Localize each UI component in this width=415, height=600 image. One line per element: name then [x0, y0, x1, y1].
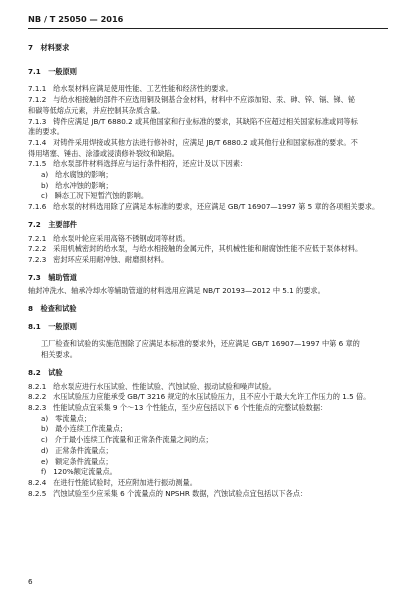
clause-7-1-6: 7.1.6 给水泵的材料选用除了应满足本标准的要求，还应满足 GB/T 16907—1997 第 5 章的各项相关要求。	[28, 202, 380, 212]
section-7-2-heading: 7.2 主要部件	[28, 219, 77, 229]
standard-code-header: NB / T 25050 — 2016	[28, 14, 388, 29]
list-item: a) 零流量点；	[41, 413, 92, 423]
list-item: c) 瞬态工况下短暂汽蚀的影响。	[41, 191, 149, 201]
clause-7-1-3: 7.1.3 铸件应满足 JB/T 6880.2 或其他国家和行业标准的要求，其缺陷不应超过相关国家标准或同等标 准的要求。	[28, 116, 358, 137]
list-item: c) 介于最小连续工作流量和正常条件流量之间的点；	[41, 435, 213, 445]
clause-8-1-text: 工厂检查和试验的实施范围除了应满足本标准的要求外，还应满足 GB/T 16907—1997 中第 6 章的 相关要求。	[41, 339, 360, 360]
section-7-1-heading: 7.1 一般原则	[28, 66, 77, 76]
clause-8-2-1: 8.2.1 给水泵应进行水压试验、性能试验、汽蚀试验、振动试验和噪声试验。	[28, 381, 276, 391]
page-number: 6	[28, 577, 33, 586]
section-7-3-heading: 7.3 辅助管道	[28, 272, 77, 282]
section-8-1-heading: 8.1 一般原则	[28, 321, 77, 331]
list-item: b) 最小连续工作流量点；	[41, 424, 128, 434]
clause-7-1-4: 7.1.4 对铸件采用焊接或其他方法进行修补时，应满足 JB/T 6880.2 或其他行业和国家标准的要求。不 得用堵塞、锤击、涂漆或浸渍修补裂纹和缺陷。	[28, 137, 358, 158]
clause-8-2-2: 8.2.2 水压试验压力应能承受 GB/T 3216 规定的水压试验压力，且不应小于最大允许工作压力的 1.5 倍。	[28, 392, 371, 402]
clause-7-2-1: 7.2.1 给水泵叶轮应采用高铬不锈钢或同等材质。	[28, 233, 190, 243]
section-8-heading: 8 检查和试验	[28, 304, 77, 314]
clause-8-2-4: 8.2.4 在进行性能试验时，还应附加进行振动测量。	[28, 477, 197, 487]
section-7-heading: 7 材料要求	[28, 43, 70, 52]
clause-7-2-3: 7.2.3 密封环应采用耐冲蚀、耐磨损材料。	[28, 254, 169, 264]
list-item: f) 120%额定流量点。	[41, 467, 117, 477]
clause-7-1-5: 7.1.5 给水泵部件材料选择应与运行条件相符，还应计及以下因素：	[28, 159, 248, 169]
section-8-2-heading: 8.2 试验	[28, 367, 63, 377]
list-item: a) 给水腐蚀的影响；	[41, 170, 113, 180]
clause-7-2-2: 7.2.2 采用机械密封的给水泵，与给水相接触的金属元件，其机械性能和耐腐蚀性能不应低于泵体材料。	[28, 244, 363, 254]
list-item: d) 正常条件流量点；	[41, 445, 113, 455]
clause-7-1-1: 7.1.1 给水泵材料应满足使用性能、工艺性能和经济性的要求。	[28, 84, 233, 94]
list-item: e) 额定条件流量点；	[41, 456, 113, 466]
clause-7-1-2: 7.1.2 与给水相接触的部件不应选用铜及铜基合金材料，材料中不应添加铅、汞、砷、锌、镉、锑、铋 和碳等低熔点元素，并应控制其杂质含量。	[28, 95, 356, 115]
clause-8-2-5: 8.2.5 汽蚀试验至少应采集 6 个流量点的 NPSHR 数据，汽蚀试验点宜包括以下各点：	[28, 488, 308, 498]
list-item: b) 给水冲蚀的影响；	[41, 180, 113, 190]
clause-7-3-text: 轴封冲洗水、轴承冷却水等辅助管道的材料选用应满足 NB/T 20193—2012 中 5.1 的要求。	[28, 286, 325, 296]
clause-8-2-3: 8.2.3 性能试验点宜采集 9 个～13 个性能点，至少应包括以下 6 个性能点的完整试验数据：	[28, 402, 328, 412]
